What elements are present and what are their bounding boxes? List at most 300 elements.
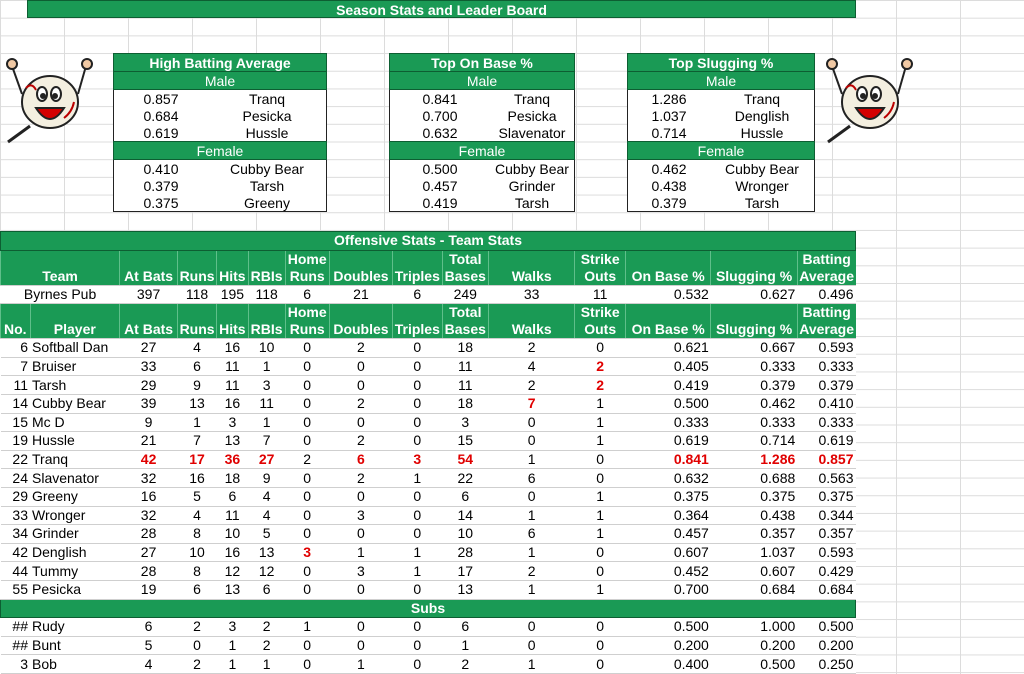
stat-cell: 1 xyxy=(575,394,626,413)
stat-cell: 0 xyxy=(329,618,392,637)
table-row xyxy=(1,655,856,674)
stat-cell: 28 xyxy=(442,543,488,562)
stat-cell: 6 xyxy=(442,487,488,506)
stat-cell: 0 xyxy=(393,413,443,432)
stat-cell: 0 xyxy=(393,580,443,599)
stat-cell: 0 xyxy=(285,487,329,506)
stat-cell: 1 xyxy=(575,487,626,506)
stat-cell: 12 xyxy=(248,562,285,581)
column-header: Strike Outs xyxy=(575,304,626,339)
stat-cell: 0.619 xyxy=(625,432,710,451)
offensive-stats-title: Offensive Stats - Team Stats xyxy=(1,232,856,251)
stat-cell: 0 xyxy=(393,487,443,506)
player-name: Bob xyxy=(30,655,120,674)
column-header: Total Bases xyxy=(442,304,488,339)
leader-value: 0.379 xyxy=(143,177,179,194)
stat-cell: 0 xyxy=(488,432,574,451)
stat-cell: 1 xyxy=(575,506,626,525)
stat-cell: 0.410 xyxy=(797,394,855,413)
leader-value: 0.379 xyxy=(651,194,687,211)
leader-row xyxy=(114,90,327,108)
leader-row xyxy=(114,124,327,142)
table-row xyxy=(1,432,856,451)
stat-cell: 32 xyxy=(120,469,178,488)
column-header: Doubles xyxy=(329,250,392,285)
stat-cell: 0 xyxy=(393,525,443,544)
stat-cell: 5 xyxy=(120,636,178,655)
stat-cell: 17 xyxy=(178,450,217,469)
stat-cell: 0 xyxy=(329,636,392,655)
female-label: Female xyxy=(628,142,815,160)
leader-value: 0.684 xyxy=(143,107,179,124)
stat-cell: 0 xyxy=(285,394,329,413)
table-row xyxy=(1,506,856,525)
stat-cell: 18 xyxy=(217,469,249,488)
stat-cell: 1 xyxy=(575,580,626,599)
team-stat: 118 xyxy=(248,285,285,304)
stat-cell: 16 xyxy=(217,339,249,358)
male-label: Male xyxy=(628,72,815,90)
leader-name: Pesicka xyxy=(507,107,557,124)
stat-cell: 0.593 xyxy=(797,339,855,358)
stat-cell: 3 xyxy=(393,450,443,469)
player-name: Rudy xyxy=(30,618,120,637)
stat-cell: 27 xyxy=(248,450,285,469)
stat-cell: 1 xyxy=(393,469,443,488)
stat-cell: 3 xyxy=(217,618,249,637)
stat-cell: 1 xyxy=(488,506,574,525)
team-stat: 397 xyxy=(120,285,178,304)
stat-cell: 2 xyxy=(248,636,285,655)
stat-cell: 8 xyxy=(178,562,217,581)
stat-cell: 0.593 xyxy=(797,543,855,562)
stat-cell: ## xyxy=(1,618,31,637)
stat-cell: 14 xyxy=(442,506,488,525)
stat-cell: 0 xyxy=(488,413,574,432)
stat-cell: 1 xyxy=(393,543,443,562)
leader-row xyxy=(390,90,575,108)
stat-cell: 0 xyxy=(488,636,574,655)
stat-cell: 2 xyxy=(329,432,392,451)
stat-cell: 0 xyxy=(285,413,329,432)
leader-row xyxy=(390,160,575,178)
stat-cell: 13 xyxy=(217,580,249,599)
player-name: Pesicka xyxy=(30,580,120,599)
column-header: Runs xyxy=(178,304,217,339)
leader-name: Tranq xyxy=(513,90,551,107)
stat-cell: 28 xyxy=(120,525,178,544)
table-row xyxy=(1,450,856,469)
leader-row xyxy=(628,124,815,142)
leader-name: Denglish xyxy=(734,107,790,124)
male-label: Male xyxy=(390,72,575,90)
stat-cell: 0.333 xyxy=(797,413,855,432)
column-header: Triples xyxy=(393,250,443,285)
leader-value: 0.438 xyxy=(651,177,687,194)
column-header: Hits xyxy=(217,250,249,285)
leader-value: 0.375 xyxy=(143,194,179,211)
leader-name: Tranq xyxy=(248,90,286,107)
stat-cell: 12 xyxy=(217,562,249,581)
stat-cell: 11 xyxy=(1,376,31,395)
stat-cell: 0 xyxy=(575,469,626,488)
team-stat: 11 xyxy=(575,285,626,304)
leader-row xyxy=(114,160,327,178)
stat-cell: 7 xyxy=(1,357,31,376)
team-stat: 118 xyxy=(178,285,217,304)
player-name: Cubby Bear xyxy=(30,394,120,413)
player-name: Mc D xyxy=(30,413,120,432)
table-row xyxy=(1,394,856,413)
team-totals-row xyxy=(1,285,856,304)
stat-cell: 0.333 xyxy=(711,413,797,432)
stat-cell: 6 xyxy=(488,469,574,488)
stat-cell: 1 xyxy=(329,543,392,562)
leader-value: 0.410 xyxy=(143,160,179,177)
stat-cell: 3 xyxy=(329,506,392,525)
column-header: Batting Average xyxy=(799,304,855,338)
stat-cell: 5 xyxy=(178,487,217,506)
column-header: Home Runs xyxy=(285,304,329,339)
stat-cell: 8 xyxy=(178,525,217,544)
stat-cell: 1 xyxy=(217,655,249,674)
stat-cell: 0.500 xyxy=(711,655,797,674)
table-row xyxy=(1,487,856,506)
stat-cell: 0 xyxy=(575,618,626,637)
stat-cell: 0.429 xyxy=(797,562,855,581)
leader-name: Cubby Bear xyxy=(495,160,569,177)
stat-cell: 0 xyxy=(329,487,392,506)
stat-cell: 17 xyxy=(442,562,488,581)
team-name: Byrnes Pub xyxy=(1,285,120,304)
table-row xyxy=(1,618,856,637)
stat-cell: 4 xyxy=(248,487,285,506)
stat-cell: 4 xyxy=(488,357,574,376)
stat-cell: 22 xyxy=(442,469,488,488)
stat-cell: 18 xyxy=(442,339,488,358)
leader-row xyxy=(628,107,815,124)
stat-cell: 0 xyxy=(285,339,329,358)
leader-name: Pesicka xyxy=(242,107,292,124)
column-header: Runs xyxy=(178,250,217,285)
leader-value: 0.714 xyxy=(651,124,687,141)
stat-cell: 2 xyxy=(488,339,574,358)
stat-cell: 0.607 xyxy=(711,562,797,581)
stat-cell: 0.400 xyxy=(625,655,710,674)
player-name: Bruiser xyxy=(30,357,120,376)
stat-cell: 0.405 xyxy=(625,357,710,376)
player-name: Grinder xyxy=(30,525,120,544)
stat-cell: 2 xyxy=(329,394,392,413)
stat-cell: 1.000 xyxy=(711,618,797,637)
stat-cell: 0.364 xyxy=(625,506,710,525)
table-row xyxy=(1,543,856,562)
stat-cell: 1 xyxy=(575,413,626,432)
stat-cell: 6 xyxy=(488,525,574,544)
stat-cell: 1 xyxy=(329,655,392,674)
leader-name: Tarsh xyxy=(744,194,780,211)
stat-cell: 0.688 xyxy=(711,469,797,488)
stat-cell: 27 xyxy=(120,339,178,358)
stat-cell: 11 xyxy=(248,394,285,413)
stat-cell: 0.357 xyxy=(711,525,797,544)
stat-cell: 1 xyxy=(488,655,574,674)
stat-cell: 32 xyxy=(120,506,178,525)
stat-cell: 0 xyxy=(329,413,392,432)
table-row xyxy=(1,469,856,488)
stat-cell: 33 xyxy=(1,506,31,525)
stat-cell: 0.419 xyxy=(625,376,710,395)
stat-cell: 0.357 xyxy=(797,525,855,544)
column-header: Hits xyxy=(217,304,249,339)
stat-cell: 3 xyxy=(1,655,31,674)
stat-cell: 0.619 xyxy=(797,432,855,451)
stat-cell: 2 xyxy=(575,357,626,376)
stat-cell: 11 xyxy=(217,357,249,376)
stat-cell: 0.452 xyxy=(625,562,710,581)
leader-name: Slavenator xyxy=(498,124,566,141)
stat-cell: 0 xyxy=(285,469,329,488)
leader-title: Top On Base % xyxy=(390,54,575,72)
stat-cell: 10 xyxy=(442,525,488,544)
leader-title: Top Slugging % xyxy=(628,54,815,72)
stat-cell: 0.684 xyxy=(797,580,855,599)
stat-cell: 1 xyxy=(285,618,329,637)
baseball-mascot-icon xyxy=(2,54,98,146)
stat-cell: 1.037 xyxy=(711,543,797,562)
table-row xyxy=(1,525,856,544)
stat-cell: 21 xyxy=(120,432,178,451)
stat-cell: 24 xyxy=(1,469,31,488)
stat-cell: 0.375 xyxy=(711,487,797,506)
stat-cell: 29 xyxy=(120,376,178,395)
female-label: Female xyxy=(390,142,575,160)
stat-cell: 39 xyxy=(120,394,178,413)
leader-name: Tranq xyxy=(743,90,781,107)
stat-cell: 1.286 xyxy=(711,450,797,469)
leader-name: Cubby Bear xyxy=(230,160,304,177)
table-row xyxy=(1,636,856,655)
leader-title: High Batting Average xyxy=(114,54,327,72)
stat-cell: 0.607 xyxy=(625,543,710,562)
stat-cell: 0 xyxy=(329,580,392,599)
stat-cell: 2 xyxy=(488,562,574,581)
stat-cell: 3 xyxy=(248,376,285,395)
stat-cell: 0 xyxy=(393,618,443,637)
stat-cell: 0.375 xyxy=(625,487,710,506)
stat-cell: 13 xyxy=(217,432,249,451)
offensive-stats-table xyxy=(0,231,856,674)
stat-cell: 0 xyxy=(488,487,574,506)
stat-cell: 0.621 xyxy=(625,339,710,358)
team-stat: 0.532 xyxy=(625,285,710,304)
stat-cell: 0 xyxy=(575,339,626,358)
stat-cell: 2 xyxy=(248,618,285,637)
stat-cell: 0.333 xyxy=(711,357,797,376)
male-label: Male xyxy=(114,72,327,90)
team-stat: 249 xyxy=(442,285,488,304)
leader-row xyxy=(628,160,815,178)
column-header: Player xyxy=(30,304,120,339)
player-header-row xyxy=(1,304,856,339)
stat-cell: 0.333 xyxy=(797,357,855,376)
leader-value: 0.500 xyxy=(422,160,458,177)
stat-cell: 0.438 xyxy=(711,506,797,525)
female-label: Female xyxy=(114,142,327,160)
stat-cell: 2 xyxy=(442,655,488,674)
stat-cell: 1 xyxy=(248,357,285,376)
stat-cell: 0 xyxy=(393,394,443,413)
stat-cell: 13 xyxy=(248,543,285,562)
stat-cell: 34 xyxy=(1,525,31,544)
stat-cell: 6 xyxy=(178,580,217,599)
stat-cell: 4 xyxy=(248,506,285,525)
leader-name: Hussle xyxy=(245,124,289,141)
stat-cell: 2 xyxy=(488,376,574,395)
table-row xyxy=(1,339,856,358)
stat-cell: 11 xyxy=(442,376,488,395)
stat-cell: 16 xyxy=(178,469,217,488)
stat-cell: 0.500 xyxy=(797,618,855,637)
leader-value: 0.457 xyxy=(422,177,458,194)
stat-cell: 0 xyxy=(285,357,329,376)
leader-value: 1.286 xyxy=(651,90,687,107)
stat-cell: 4 xyxy=(178,339,217,358)
team-stat: 21 xyxy=(329,285,392,304)
leader-board-batting-average xyxy=(113,53,327,212)
stat-cell: 0.250 xyxy=(797,655,855,674)
stat-cell: 16 xyxy=(120,487,178,506)
team-stat: 6 xyxy=(285,285,329,304)
leader-row xyxy=(390,194,575,212)
column-header: Triples xyxy=(393,304,443,339)
stat-cell: 6 xyxy=(248,580,285,599)
stat-cell: 1 xyxy=(575,432,626,451)
leader-value: 0.700 xyxy=(422,107,458,124)
stat-cell: 16 xyxy=(217,543,249,562)
stat-cell: 1 xyxy=(442,636,488,655)
stat-cell: ## xyxy=(1,636,31,655)
team-stat: 0.627 xyxy=(711,285,797,304)
stat-cell: 6 xyxy=(442,618,488,637)
column-header: RBIs xyxy=(248,250,285,285)
leader-board-slugging xyxy=(627,53,815,212)
leader-name: Greeny xyxy=(244,194,290,211)
stat-cell: 0.667 xyxy=(711,339,797,358)
team-stat: 195 xyxy=(217,285,249,304)
stat-cell: 0.200 xyxy=(625,636,710,655)
stat-cell: 27 xyxy=(120,543,178,562)
stat-cell: 14 xyxy=(1,394,31,413)
stat-cell: 11 xyxy=(442,357,488,376)
column-header: On Base % xyxy=(625,250,710,285)
leader-row xyxy=(114,194,327,212)
stat-cell: 0 xyxy=(285,432,329,451)
player-name: Tummy xyxy=(30,562,120,581)
table-row xyxy=(1,357,856,376)
table-row xyxy=(1,580,856,599)
stat-cell: 10 xyxy=(178,543,217,562)
leader-name: Grinder xyxy=(508,177,556,194)
stat-cell: 22 xyxy=(1,450,31,469)
stat-cell: 0 xyxy=(329,525,392,544)
stat-cell: 0 xyxy=(575,450,626,469)
column-header: Team xyxy=(1,250,120,285)
leader-value: 1.037 xyxy=(651,107,687,124)
leader-name: Tarsh xyxy=(249,177,285,194)
stat-cell: 1 xyxy=(488,543,574,562)
player-name: Hussle xyxy=(30,432,120,451)
stat-cell: 0.684 xyxy=(711,580,797,599)
stat-cell: 2 xyxy=(285,450,329,469)
column-header: Batting Average xyxy=(799,250,855,284)
team-stat: 0.496 xyxy=(797,285,855,304)
table-row xyxy=(1,413,856,432)
stat-cell: 0.500 xyxy=(625,394,710,413)
leader-row xyxy=(114,107,327,124)
stat-cell: 1 xyxy=(248,655,285,674)
leader-name: Wronger xyxy=(735,177,789,194)
leader-board-on-base xyxy=(389,53,575,212)
stat-cell: 19 xyxy=(120,580,178,599)
stat-cell: 0 xyxy=(178,636,217,655)
stat-cell: 10 xyxy=(217,525,249,544)
stat-cell: 0 xyxy=(575,655,626,674)
leader-value: 0.857 xyxy=(143,90,179,107)
stat-cell: 29 xyxy=(1,487,31,506)
stat-cell: 1 xyxy=(488,580,574,599)
stat-cell: 13 xyxy=(442,580,488,599)
column-header: Slugging % xyxy=(711,250,797,285)
stat-cell: 0 xyxy=(393,506,443,525)
stat-cell: 10 xyxy=(248,339,285,358)
stat-cell: 0.462 xyxy=(711,394,797,413)
stat-cell: 0 xyxy=(285,376,329,395)
stat-cell: 0 xyxy=(393,432,443,451)
column-header: Slugging % xyxy=(711,304,797,339)
column-header: Home Runs xyxy=(285,250,329,285)
leader-row xyxy=(114,177,327,194)
stat-cell: 28 xyxy=(120,562,178,581)
stat-cell: 15 xyxy=(442,432,488,451)
column-header: On Base % xyxy=(625,304,710,339)
stat-cell: 1 xyxy=(393,562,443,581)
stat-cell: 3 xyxy=(217,413,249,432)
column-header: Strike Outs xyxy=(575,250,626,285)
stat-cell: 15 xyxy=(1,413,31,432)
stat-cell: 0 xyxy=(488,618,574,637)
stat-cell: 1 xyxy=(178,413,217,432)
team-stat: 6 xyxy=(393,285,443,304)
table-row xyxy=(1,562,856,581)
stat-cell: 0 xyxy=(393,339,443,358)
stat-cell: 0.333 xyxy=(625,413,710,432)
leader-value: 0.462 xyxy=(651,160,687,177)
leader-name: Hussle xyxy=(740,124,784,141)
stat-cell: 44 xyxy=(1,562,31,581)
leader-row xyxy=(628,194,815,212)
player-name: Greeny xyxy=(30,487,120,506)
stat-cell: 6 xyxy=(1,339,31,358)
leader-row xyxy=(390,124,575,142)
player-name: Denglish xyxy=(30,543,120,562)
stat-cell: 2 xyxy=(575,376,626,395)
stat-cell: 2 xyxy=(178,655,217,674)
stat-cell: 42 xyxy=(1,543,31,562)
sheet-title: Season Stats and Leader Board xyxy=(27,0,856,18)
stat-cell: 0 xyxy=(575,543,626,562)
player-name: Bunt xyxy=(30,636,120,655)
